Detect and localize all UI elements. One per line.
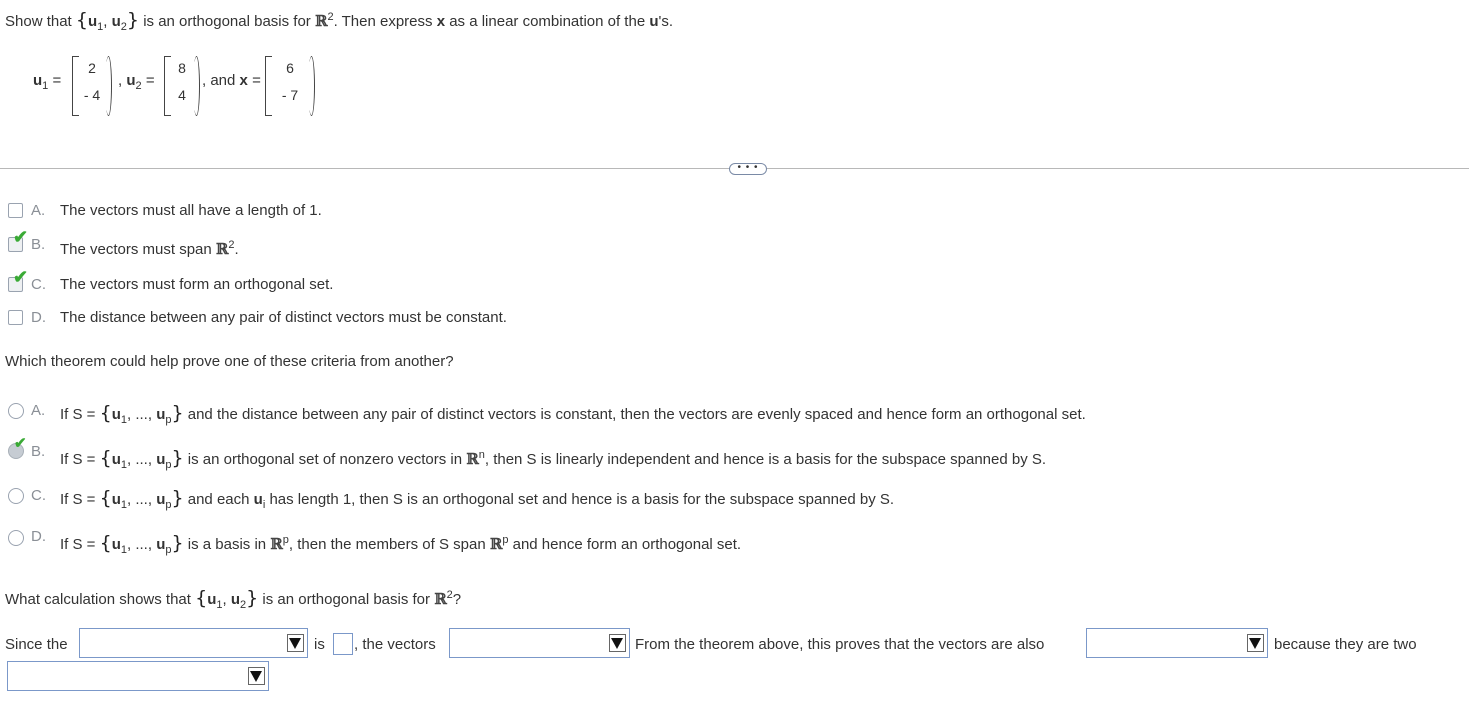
u1-label: $u_1$ = [33,72,62,92]
the-vectors-label: , the vectors [354,636,436,653]
theorem-question: Which theorem could help prove one of these criteria from another? [5,353,454,370]
answer-dropdown-2[interactable] [449,628,630,658]
criterion-d-text: The distance between any pair of distinct vectors must be constant. [60,309,507,326]
theorem-c-radio[interactable] [8,488,24,504]
criterion-b-text: The vectors must span ℝ$^2$. [60,239,239,258]
answer-dropdown-4[interactable] [7,661,269,691]
theorem-a-text: If $S = \{u_1$, ..., $u_p$} and the distance between any pair of distinct vectors is constant, then the vectors are evenly spaced and hence form an orthogonal set. [60,402,1086,426]
criterion-c-letter: C. [31,276,46,293]
from-theorem-label: From the theorem above, this proves that the vectors are also [635,636,1045,653]
theorem-d-text: If $S = \{u_1$, ..., $u_p$} is a basis in ℝ$^p$, then the members of S span ℝ$^p$ and hence form an orthogonal set. [60,532,742,556]
since-the-label: Since the [5,636,68,653]
theorem-a-radio[interactable] [8,403,24,419]
calculation-question: What calculation shows that {$u_1$, $u_2$} is an orthogonal basis for ℝ$^2$? [5,587,462,611]
theorem-c-text: If $S = \{u_1$, ..., $u_p$} and each $u_i$ has length 1, then S is an orthogonal set and hence is a basis for the subspace spanned by S. [60,487,895,511]
chevron-down-icon [1249,638,1261,649]
check-icon: ✔ [13,227,29,247]
chevron-down-icon [250,671,262,682]
theorem-c-letter: C. [31,487,46,504]
check-icon: ✔ [14,435,27,452]
u2-label: , $u_2$ = [118,72,155,92]
problem-statement: Show that {$u_1$, $u_2$} is an orthogonal basis for ℝ$^2$. Then express x as a linear combination of the u's. [5,9,674,33]
chevron-down-icon [611,638,623,649]
criterion-b-letter: B. [31,236,46,253]
theorem-b-letter: B. [31,443,46,460]
criterion-a-letter: A. [31,202,46,219]
check-icon: ✔ [13,267,29,287]
theorem-a-letter: A. [31,402,46,419]
criterion-d-letter: D. [31,309,46,326]
answer-dropdown-1[interactable] [79,628,308,658]
x-label: , and x = [202,72,261,89]
answer-value-input[interactable] [333,633,353,655]
answer-dropdown-3[interactable] [1086,628,1268,658]
criterion-c-text: The vectors must form an orthogonal set. [60,276,334,293]
criterion-d-checkbox[interactable] [8,310,23,325]
u2-matrix: 8 4 [164,56,200,116]
x-matrix: 6 - 7 [265,56,315,116]
theorem-d-letter: D. [31,528,46,545]
criterion-a-text: The vectors must all have a length of 1. [60,202,322,219]
theorem-d-radio[interactable] [8,530,24,546]
more-button[interactable]: • • • [729,163,767,175]
chevron-down-icon [289,638,301,649]
criterion-a-checkbox[interactable] [8,203,23,218]
is-label: is [314,636,325,653]
because-label: because they are two [1274,636,1417,653]
u1-matrix: 2 - 4 [72,56,112,116]
theorem-b-text: If $S = \{u_1$, ..., $u_p$} is an orthogonal set of nonzero vectors in ℝ$^n$, then S is linearly independent and hence is a basis for the subspace spanned by S. [60,447,1047,471]
